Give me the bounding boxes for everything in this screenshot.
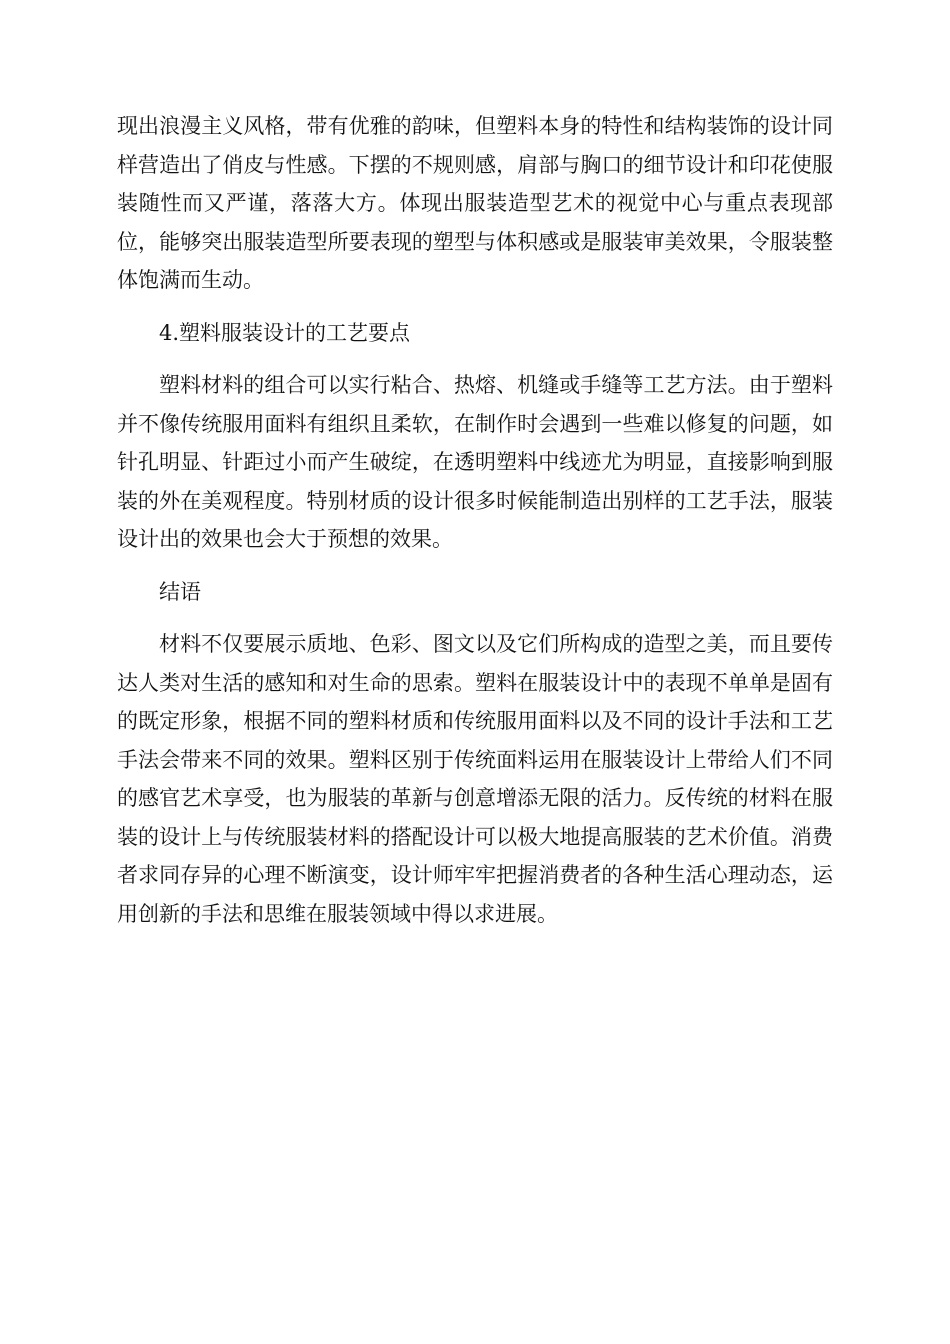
section-heading-conclusion: 结语	[159, 579, 201, 604]
paragraph-craft-methods: 塑料材料的组合可以实行粘合、热熔、机缝或手缝等工艺方法。由于塑料并不像传统服用面料有组织且柔软，在制作时会遇到一些难以修复的问题，如针孔明显、针距过小而产生破绽，在透明塑料中线迹尤为明显，直接影响到服装的外在美观程度。特别材质的设计很多时候能制造出别样的工艺手法，服装设计出的效果也会大于预想的效果。	[117, 373, 833, 551]
document-page	[117, 107, 833, 947]
paragraph-continued-intro: 现出浪漫主义风格，带有优雅的韵味，但塑料本身的特性和结构装饰的设计同样营造出了俏皮与性感。下摆的不规则感，肩部与胸口的细节设计和印花使服装随性而又严谨，落落大方。体现出服装造型艺术的视觉中心与重点表现部位，能够突出服装造型所要表现的塑型与体积感或是服装审美效果，令服装整体饱满而生动。	[117, 114, 833, 292]
paragraph-conclusion: 材料不仅要展示质地、色彩、图文以及它们所构成的造型之美，而且要传达人类对生活的感知和对生命的思索。塑料在服装设计中的表现不单单是固有的既定形象，根据不同的塑料材质和传统服用面料以及不同的设计手法和工艺手法会带来不同的效果。塑料区别于传统面料运用在服装设计上带给人们不同的感官艺术享受，也为服装的革新与创意增添无限的活力。反传统的材料在服装的设计上与传统服装材料的搭配设计可以极大地提高服装的艺术价值。消费者求同存异的心理不断演变，设计师牢牢把握消费者的各种生活心理动态，运用创新的手法和思维在服装领域中得以求进展。	[117, 632, 833, 926]
section-heading-craft-points: 4.塑料服装设计的工艺要点	[159, 320, 411, 345]
